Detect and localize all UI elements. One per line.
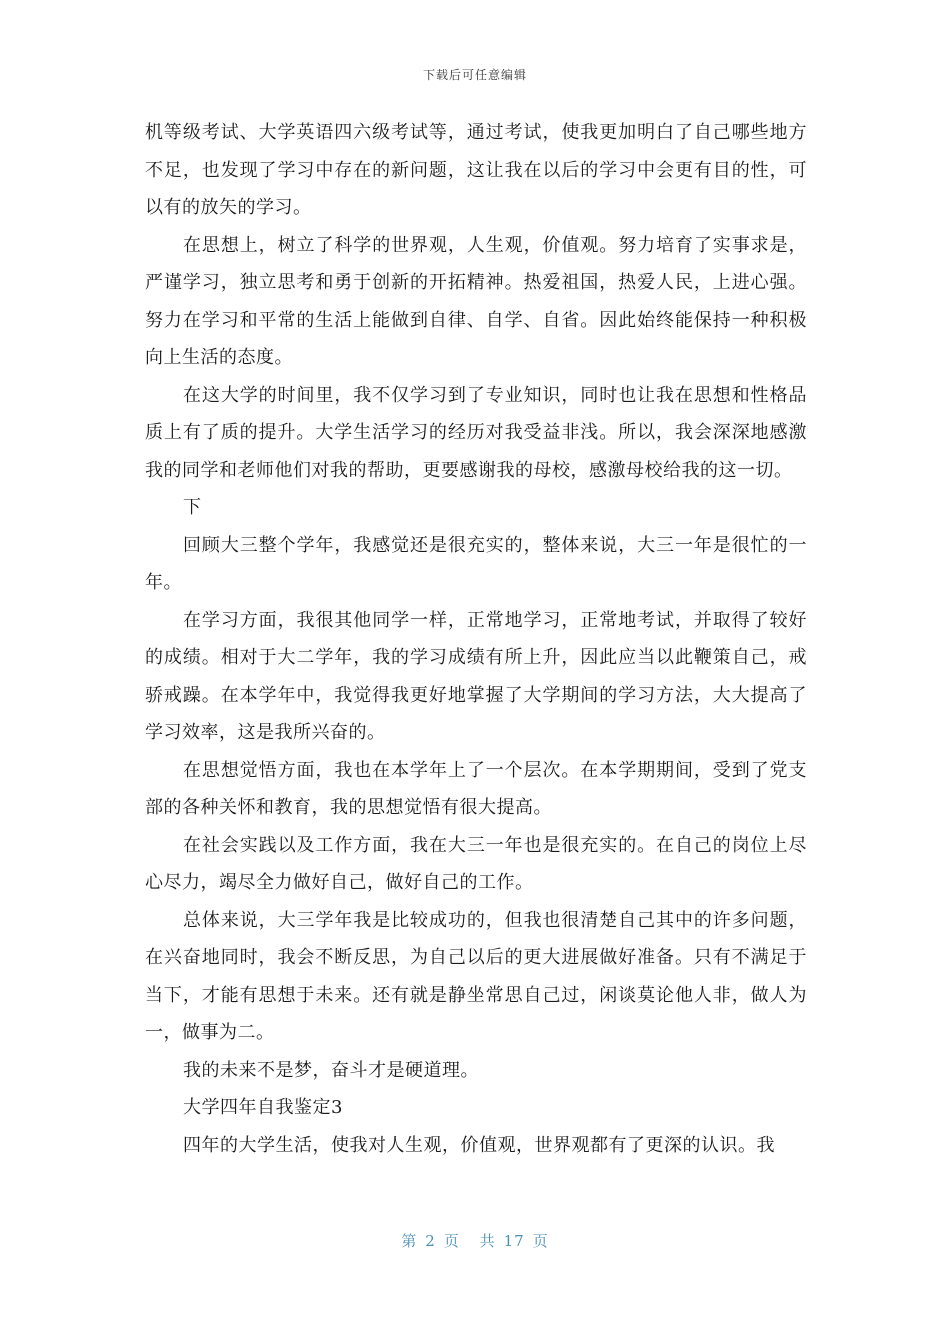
current-page-number: 2 (425, 1232, 436, 1250)
paragraph: 在社会实践以及工作方面，我在大三一年也是很充实的。在自己的岗位上尽心尽力，竭尽全力做好自己，做好自己的工作。 (145, 834, 807, 893)
paragraph: 总体来说，大三学年我是比较成功的，但我也很清楚自己其中的许多问题，在兴奋地同时，我会不断反思，为自己以后的更大进展做好准备。只有不满足于当下，才能有思想于未来。还有就是静坐常思自己过，闲谈莫论他人非，做人为一，做事为二。 (145, 909, 807, 1043)
paragraph: 下 (183, 497, 202, 518)
footer-middle: 页 共 (443, 1232, 496, 1250)
total-pages-number: 17 (503, 1232, 525, 1250)
paragraph: 四年的大学生活，使我对人生观，价值观，世界观都有了更深的认识。我 (183, 1134, 775, 1156)
paragraph: 我的未来不是梦，奋斗才是硬道理。 (183, 1059, 479, 1081)
page-header: 下载后可任意编辑 (422, 68, 527, 82)
footer-prefix: 第 (401, 1232, 418, 1250)
paragraph: 机等级考试、大学英语四六级考试等，通过考试，使我更加明白了自己哪些地方不足，也发现了学习中存在的新问题，这让我在以后的学习中会更有目的性，可以有的放矢的学习。 (145, 122, 807, 218)
footer-suffix: 页 (532, 1232, 549, 1250)
paragraph: 回顾大三整个学年，我感觉还是很充实的，整体来说，大三一年是很忙的一年。 (145, 534, 807, 593)
paragraph: 在思想觉悟方面，我也在本学年上了一个层次。在本学期期间，受到了党支部的各种关怀和教育，我的思想觉悟有很大提高。 (145, 759, 807, 818)
page-footer (0, 1230, 950, 1251)
paragraph: 在思想上，树立了科学的世界观，人生观，价值观。努力培育了实事求是，严谨学习，独立思考和勇于创新的开拓精神。热爱祖国，热爱人民，上进心强。努力在学习和平常的生活上能做到自律、自学、自省。因此始终能保持一种积极向上生活的态度。 (145, 234, 807, 368)
paragraph: 在这大学的时间里，我不仅学习到了专业知识，同时也让我在思想和性格品质上有了质的提升。大学生活学习的经历对我受益非浅。所以，我会深深地感激我的同学和老师他们对我的帮助，更要感谢我的母校，感激母校给我的这一切。 (145, 384, 807, 481)
paragraph: 在学习方面，我很其他同学一样，正常地学习，正常地考试，并取得了较好的成绩。相对于大二学年，我的学习成绩有所上升，因此应当以此鞭策自己，戒骄戒躁。在本学年中，我觉得我更好地掌握了大学期间的学习方法，大大提高了学习效率，这是我所兴奋的。 (145, 609, 807, 743)
section-heading: 大学四年自我鉴定3 (183, 1097, 343, 1118)
document-body (145, 114, 807, 1164)
